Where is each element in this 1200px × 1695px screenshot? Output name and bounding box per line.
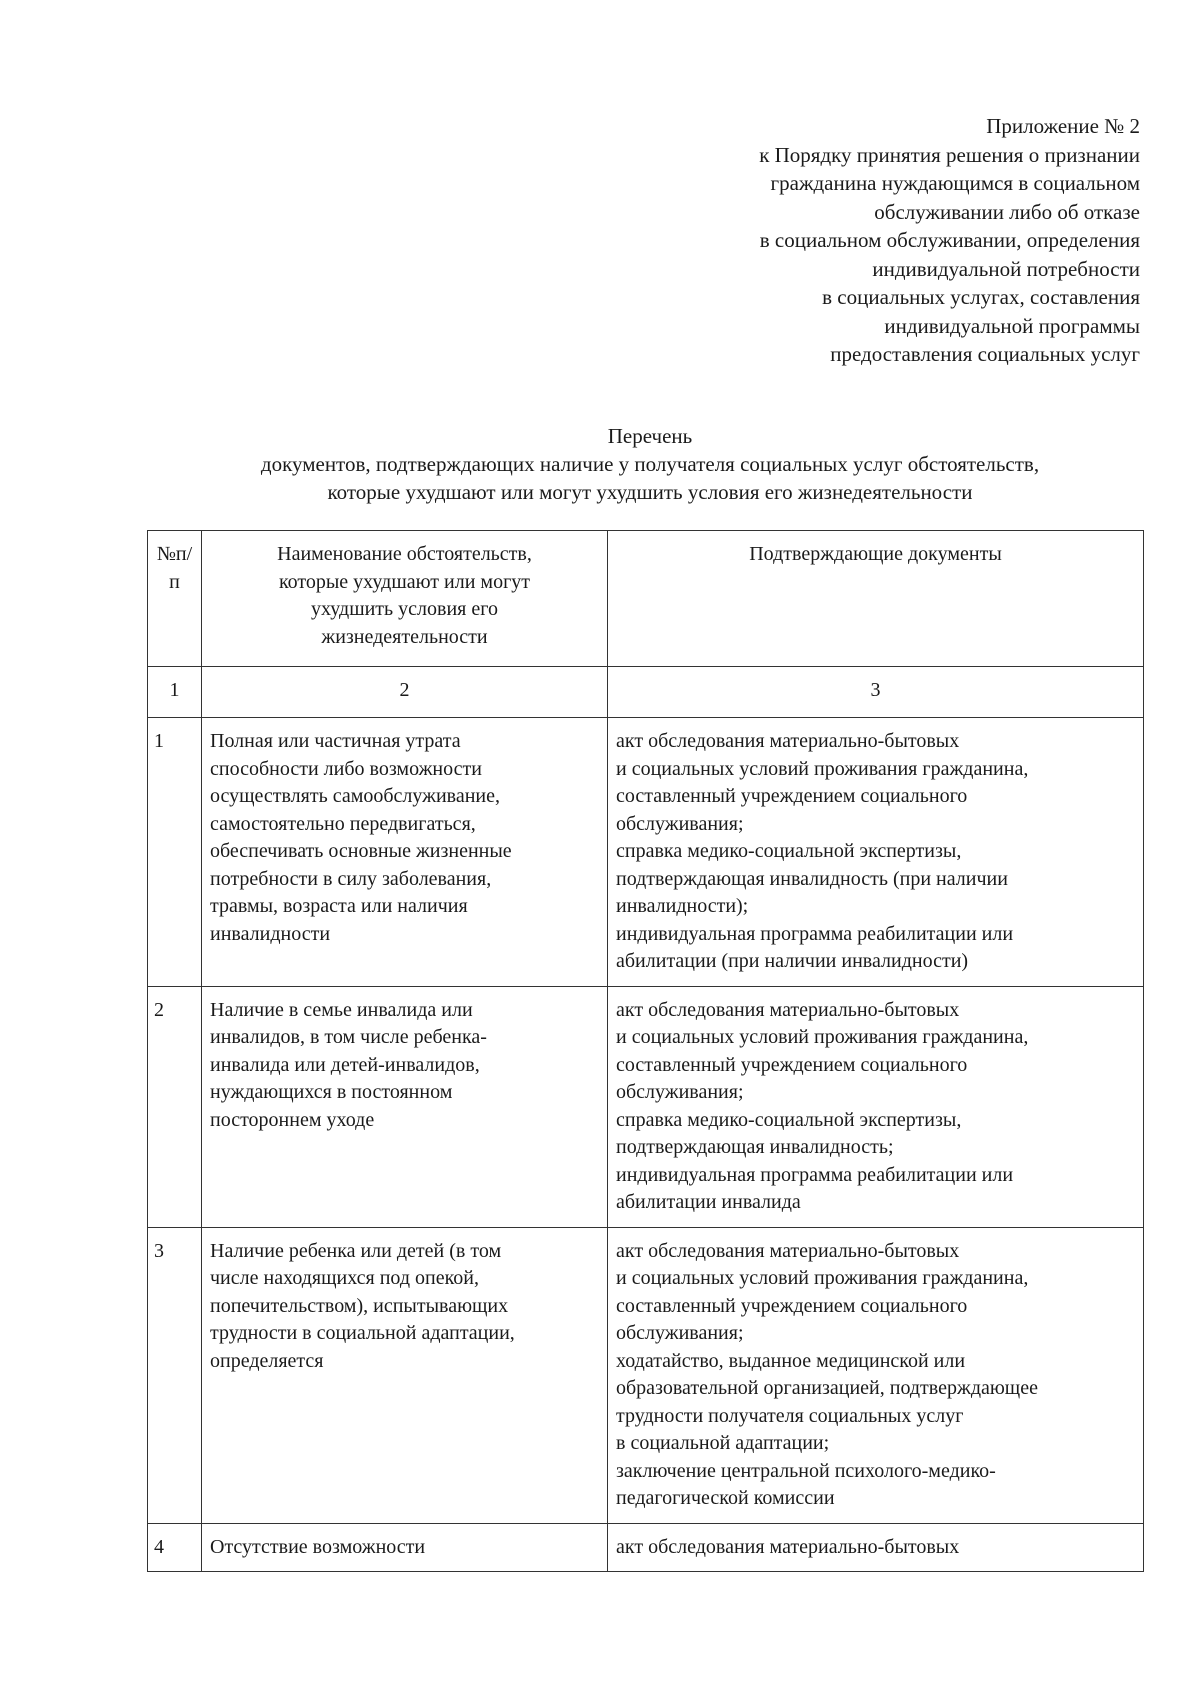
appendix-line: обслуживании либо об отказе [874, 199, 1140, 224]
appendix-line: индивидуальной потребности [872, 256, 1140, 281]
header-number-line: №п/ [156, 543, 193, 565]
column-number: 3 [608, 667, 1144, 718]
circumstance-line: Наличие в семье инвалида или [210, 998, 473, 1021]
appendix-line: предоставления социальных услуг [830, 342, 1140, 366]
header-name [202, 531, 608, 667]
documents-table [147, 530, 1144, 1572]
document-line: абилитации (при наличии инвалидности) [616, 950, 969, 972]
table-row [148, 986, 1144, 1227]
circumstance-line: числе находящихся под опекой, [210, 1267, 480, 1289]
row-number: 4 [148, 1523, 202, 1572]
document-line: ходатайство, выданное медицинской или [616, 1349, 966, 1372]
heading-subtitle-line: которые ухудшают или могут ухудшить условия его жизнедеятельности [327, 480, 973, 504]
column-number: 2 [202, 667, 608, 718]
header-name-line: которые ухудшают или могут [278, 570, 531, 593]
circumstance-line: инвалидов, в том числе ребенка- [210, 1026, 487, 1048]
circumstance-line: трудности в социальной адаптации, [210, 1322, 515, 1344]
circumstance-line: потребности в силу заболевания, [210, 867, 492, 890]
appendix-line: к Порядку принятия решения о признании [759, 142, 1140, 167]
document-line: обслуживания; [616, 812, 744, 835]
table-row [148, 718, 1144, 987]
document-line: акт обследования материально-бытовых [616, 1239, 960, 1262]
documents-cell [608, 986, 1144, 1227]
circumstance-cell [202, 1227, 608, 1523]
document-line: акт обследования материально-бытовых [616, 998, 960, 1021]
appendix-header [580, 112, 1140, 369]
appendix-line: в социальных услугах, составления [822, 285, 1140, 309]
document-line: составленный учреждением социального [616, 1053, 968, 1076]
circumstance-cell [202, 986, 608, 1227]
document-line: трудности получателя социальных услуг [616, 1404, 964, 1427]
header-name-line: Наименование обстоятельств, [277, 543, 532, 565]
circumstance-line: постороннем уходе [210, 1108, 375, 1131]
document-line: и социальных условий проживания гражданина, [616, 1267, 1029, 1289]
heading-subtitle-line: документов, подтверждающих наличие у получателя социальных услуг обстоятельств, [260, 452, 1040, 476]
heading-title: Перечень [607, 424, 693, 448]
circumstance-line: способности либо возможности [210, 757, 482, 780]
document-line: составленный учреждением социального [616, 785, 968, 807]
appendix-line: индивидуальной программы [884, 313, 1140, 338]
appendix-line: гражданина нуждающимся в социальном [770, 171, 1140, 195]
document-line: обслуживания; [616, 1081, 744, 1103]
documents-cell [608, 1227, 1144, 1523]
circumstance-cell [202, 718, 608, 987]
circumstance-line: Отсутствие возможности [210, 1535, 426, 1558]
circumstance-line: попечительством), испытывающих [210, 1294, 509, 1317]
header-number-line: п [169, 570, 180, 593]
appendix-line: Приложение № 2 [986, 114, 1140, 138]
row-number: 1 [148, 718, 202, 987]
row-number: 2 [148, 986, 202, 1227]
document-line: составленный учреждением социального [616, 1294, 968, 1317]
column-numbering-row [148, 667, 1144, 718]
circumstance-line: осуществлять самообслуживание, [210, 785, 501, 807]
circumstance-cell [202, 1523, 608, 1572]
document-line: образовательной организацией, подтверждающее [616, 1377, 1038, 1399]
circumstance-line: определяется [210, 1349, 324, 1372]
row-number: 3 [148, 1227, 202, 1523]
document-line: обслуживания; [616, 1322, 744, 1344]
document-line: подтверждающая инвалидность; [616, 1136, 894, 1158]
documents-cell [608, 1523, 1144, 1572]
circumstance-line: инвалида или детей-инвалидов, [210, 1053, 480, 1076]
document-line: индивидуальная программа реабилитации или [616, 922, 1014, 945]
circumstance-line: инвалидности [210, 922, 331, 945]
circumstance-line: Наличие ребенка или детей (в том [210, 1239, 502, 1262]
circumstance-line: травмы, возраста или наличия [210, 895, 468, 917]
circumstance-line: нуждающихся в постоянном [210, 1081, 453, 1103]
header-number [148, 531, 202, 667]
document-line: в социальной адаптации; [616, 1432, 830, 1454]
table-header-row [148, 531, 1144, 667]
document-line: справка медико-социальной экспертизы, [616, 840, 962, 862]
document-line: индивидуальная программа реабилитации или [616, 1163, 1014, 1186]
document-line: заключение центральной психолого-медико- [616, 1459, 996, 1482]
document-line: акт обследования материально-бытовых [616, 1535, 960, 1558]
circumstance-line: самостоятельно передвигаться, [210, 812, 476, 835]
document-line: и социальных условий проживания гражданина, [616, 757, 1029, 780]
document-line: абилитации инвалида [616, 1191, 801, 1213]
documents-cell [608, 718, 1144, 987]
header-name-line: жизнедеятельности [321, 625, 488, 648]
appendix-line: в социальном обслуживании, определения [759, 228, 1140, 252]
table-row [148, 1227, 1144, 1523]
document-line: справка медико-социальной экспертизы, [616, 1108, 962, 1131]
column-number: 1 [148, 667, 202, 718]
document-line: подтверждающая инвалидность (при наличии [616, 867, 1008, 890]
document-line: инвалидности); [616, 895, 749, 917]
document-line: и социальных условий проживания гражданина, [616, 1026, 1029, 1048]
document-heading [150, 422, 1150, 506]
circumstance-line: обеспечивать основные жизненные [210, 840, 512, 862]
document-line: акт обследования материально-бытовых [616, 730, 960, 752]
circumstance-line: Полная или частичная утрата [210, 730, 461, 752]
header-name-line: ухудшить условия его [311, 598, 498, 620]
document-line: педагогической комиссии [616, 1487, 835, 1509]
table-row [148, 1523, 1144, 1572]
header-docs: Подтверждающие документы [608, 531, 1144, 667]
